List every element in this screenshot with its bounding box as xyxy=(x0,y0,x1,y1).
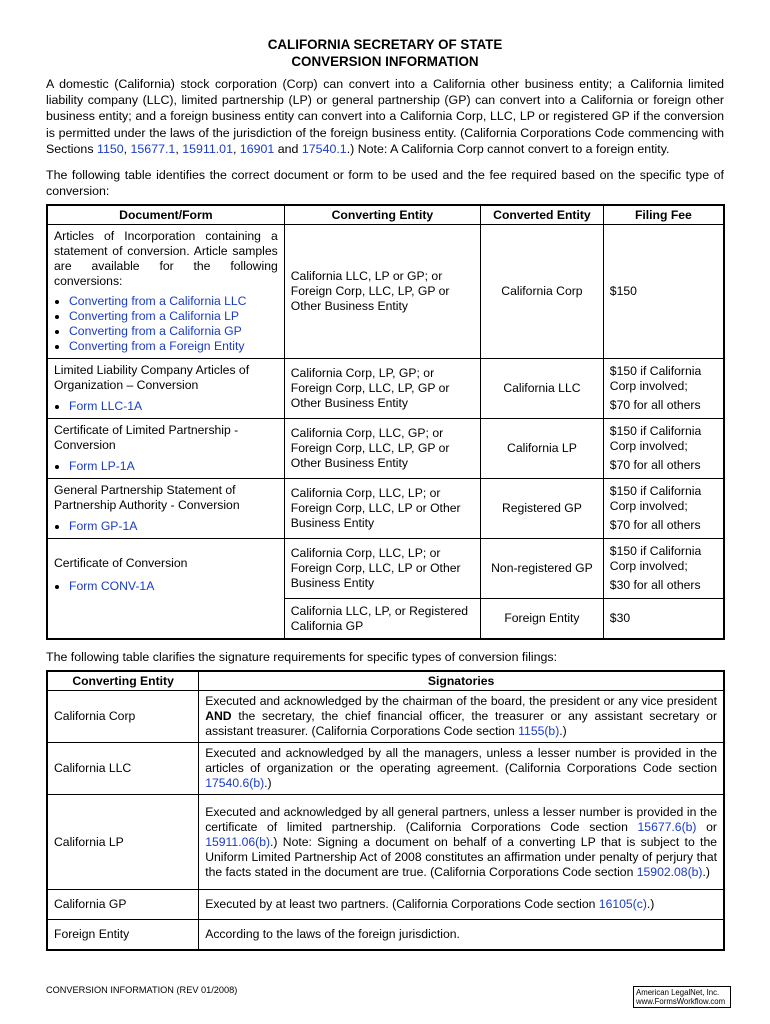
fee-corp: $150 if California Corp involved; xyxy=(609,544,702,574)
title-line-1: CALIFORNIA SECRETARY OF STATE xyxy=(267,37,503,52)
table-row xyxy=(47,419,724,479)
filing-fee-cell: $30 xyxy=(603,599,724,639)
sig-text: the secretary, the chief financial officer, the treasurer or any assistant secretary or assistant treasurer. (California Corporations Code section xyxy=(205,709,717,739)
sig-text: Executed and acknowledged by all the managers, unless a lesser number is provided in the articles of organization or the operating agreement. (California Corporations Code section xyxy=(205,746,717,776)
link-section-16105c[interactable]: 16105(c) xyxy=(598,897,647,912)
separator: , xyxy=(123,141,131,156)
form-links xyxy=(54,459,278,474)
credit-website: www.FormsWorkflow.com xyxy=(636,997,726,1006)
sig-text: Executed and acknowledged by all general partners, unless a lesser number is provided in the certificate of limited partnership. (California Corporations Code section xyxy=(205,804,717,834)
credit-company: American LegalNet, Inc. xyxy=(636,988,720,997)
document-description: Articles of Incorporation containing a statement of conversion. Article samples are available for the following conversions: xyxy=(54,229,278,289)
document-description: Certificate of Conversion xyxy=(54,555,188,570)
document-cell xyxy=(47,419,284,479)
link-form-gp-1a[interactable]: Form GP-1A xyxy=(69,519,138,534)
link-section-15902-08b[interactable]: 15902.08(b) xyxy=(636,864,703,879)
filing-fee-cell xyxy=(603,479,724,539)
converted-entity-cell: California LP xyxy=(481,419,604,479)
document-description: Limited Liability Company Articles of Organization – Conversion xyxy=(54,363,250,393)
fee-corp: $150 if California Corp involved; xyxy=(609,364,702,394)
entity-cell: California LP xyxy=(47,795,199,890)
filing-fee-cell xyxy=(603,539,724,599)
filing-fee-cell: $150 xyxy=(603,225,724,359)
footer-form-id: CONVERSION INFORMATION (REV 01/2008) xyxy=(46,985,238,995)
document-cell xyxy=(47,539,284,639)
sig-text: .) xyxy=(702,864,710,879)
entity-cell: California GP xyxy=(47,890,199,920)
form-links xyxy=(54,579,278,594)
converting-entity-cell: California LLC, LP, or Registered California GP xyxy=(284,599,480,639)
signatures-table-header xyxy=(47,671,724,691)
intro-paragraph xyxy=(46,76,724,157)
document-description: General Partnership Statement of Partnership Authority - Conversion xyxy=(54,483,240,513)
separator: , xyxy=(232,141,240,156)
table-row xyxy=(47,890,724,920)
link-section-17540-1[interactable]: 17540.1 xyxy=(301,141,347,156)
signatories-cell xyxy=(199,890,724,920)
sig-text: .) xyxy=(264,776,272,791)
sig-text: .) xyxy=(559,724,567,739)
link-section-1155b[interactable]: 1155(b) xyxy=(518,724,560,739)
entity-cell: California LLC xyxy=(47,743,199,795)
converting-entity-cell: California Corp, LLC, LP; or Foreign Corp, LLC, LP or Other Business Entity xyxy=(284,539,480,599)
sig-text: Executed by at least two partners. (California Corporations Code section xyxy=(205,897,599,912)
converted-entity-cell: California LLC xyxy=(481,359,604,419)
fee-others: $30 for all others xyxy=(609,578,701,593)
link-section-17540-6b[interactable]: 17540.6(b) xyxy=(205,776,265,791)
intro-note: .) Note: A California Corp cannot convert to a foreign entity. xyxy=(346,141,670,156)
forms-table-header xyxy=(47,205,724,225)
fee-corp: $150 if California Corp involved; xyxy=(609,484,702,514)
sig-text: or xyxy=(696,819,717,834)
link-section-15911-01[interactable]: 15911.01 xyxy=(182,141,233,156)
link-section-1150[interactable]: 1150 xyxy=(96,141,124,156)
sig-text: .) Note: Signing a document on behalf of a converting LP that is subject to the Uniform Limited Partnership Act of 2008 constitutes an affirmation under penalty of perjury that the facts stated in the document are true. (California Corporations Code section xyxy=(205,834,717,879)
signature-table-intro: The following table clarifies the signature requirements for specific types of conversion filings: xyxy=(46,649,558,664)
signatories-cell xyxy=(199,743,724,795)
intro-text: A domestic (California) stock corporation (Corp) can convert into a California other business entity; a California limited liability company (LLC), limited partnership (LP) or general partnership (GP) can convert into a California or foreign other business entity; and a foreign business entity can convert into a California Corp, LLC, LP or registered GP if the conversion is permitted under the laws of the jurisdiction of the foreign business entity. (California Corporations Code commencing with Sections xyxy=(46,77,724,156)
converted-entity-cell: Non-registered GP xyxy=(481,539,604,599)
document-cell xyxy=(47,225,284,359)
sig-text: .) xyxy=(646,897,655,912)
signatories-cell xyxy=(199,691,724,743)
document-page xyxy=(46,36,724,951)
link-section-15677-1[interactable]: 15677.1 xyxy=(130,141,176,156)
form-links xyxy=(54,399,278,414)
link-converting-from-gp[interactable]: Converting from a California GP xyxy=(69,324,242,339)
header-converting-entity: Converting Entity xyxy=(47,671,199,691)
table-row xyxy=(47,691,724,743)
document-cell xyxy=(47,479,284,539)
header-signatories: Signatories xyxy=(199,671,724,691)
link-converting-from-llc[interactable]: Converting from a California LLC xyxy=(69,294,247,309)
separator: and xyxy=(274,141,302,156)
sig-text: Executed and acknowledged by the chairman of the board, the president or any vice president xyxy=(205,694,717,709)
signatories-cell xyxy=(199,795,724,890)
table-row xyxy=(47,479,724,539)
converting-entity-cell: California Corp, LLC, LP; or Foreign Corp, LLC, LP or Other Business Entity xyxy=(284,479,480,539)
link-form-lp-1a[interactable]: Form LP-1A xyxy=(69,459,135,474)
signatories-cell: According to the laws of the foreign jurisdiction. xyxy=(199,920,724,950)
header-converted-entity: Converted Entity xyxy=(481,205,604,225)
table-row xyxy=(47,539,724,599)
converting-entity-cell: California Corp, LP, GP; or Foreign Corp, LLC, LP, GP or Other Business Entity xyxy=(284,359,480,419)
link-converting-from-lp[interactable]: Converting from a California LP xyxy=(69,309,240,324)
entity-cell: California Corp xyxy=(47,691,199,743)
fee-corp: $150 if California Corp involved; xyxy=(609,424,702,454)
header-filing-fee: Filing Fee xyxy=(603,205,724,225)
table-row xyxy=(47,920,724,950)
form-links xyxy=(54,519,278,534)
document-description: Certificate of Limited Partnership - Conversion xyxy=(54,423,239,453)
converted-entity-cell: Registered GP xyxy=(481,479,604,539)
converting-entity-cell: California Corp, LLC, GP; or Foreign Corp, LLC, LP, GP or Other Business Entity xyxy=(284,419,480,479)
converted-entity-cell: Foreign Entity xyxy=(481,599,604,639)
entity-cell: Foreign Entity xyxy=(47,920,199,950)
fee-others: $70 for all others xyxy=(609,518,701,533)
header-converting-entity: Converting Entity xyxy=(284,205,480,225)
filing-fee-cell xyxy=(603,419,724,479)
header-document-form: Document/Form xyxy=(47,205,284,225)
filing-fee-cell xyxy=(603,359,724,419)
table-intro-paragraph: The following table identifies the correct document or form to be used and the fee required based on the specific type of conversion: xyxy=(46,168,724,199)
link-converting-from-foreign[interactable]: Converting from a Foreign Entity xyxy=(69,339,245,354)
link-form-conv-1a[interactable]: Form CONV-1A xyxy=(69,578,155,593)
converted-entity-cell: California Corp xyxy=(481,225,604,359)
title-line-2: CONVERSION INFORMATION xyxy=(291,54,479,69)
footer-credit xyxy=(633,986,731,1008)
signatures-table xyxy=(46,670,725,951)
forms-table xyxy=(46,204,725,640)
link-section-15677-6b[interactable]: 15677.6(b) xyxy=(637,819,697,834)
fee-others: $70 for all others xyxy=(609,398,701,413)
table-row xyxy=(47,795,724,890)
link-section-15911-06b[interactable]: 15911.06(b) xyxy=(205,834,271,849)
fee-others: $70 for all others xyxy=(609,458,701,473)
converting-entity-cell: California LLC, LP or GP; or Foreign Corp, LLC, LP, GP or Other Business Entity xyxy=(284,225,480,359)
separator: , xyxy=(175,141,183,156)
document-cell xyxy=(47,359,284,419)
table-row xyxy=(47,743,724,795)
article-sample-links xyxy=(54,294,278,354)
link-section-16901[interactable]: 16901 xyxy=(239,141,275,156)
sig-emphasis: AND xyxy=(205,709,232,724)
table-row xyxy=(47,225,724,359)
table-row xyxy=(47,359,724,419)
link-form-llc-1a[interactable]: Form LLC-1A xyxy=(69,399,143,414)
page-title xyxy=(46,36,724,70)
